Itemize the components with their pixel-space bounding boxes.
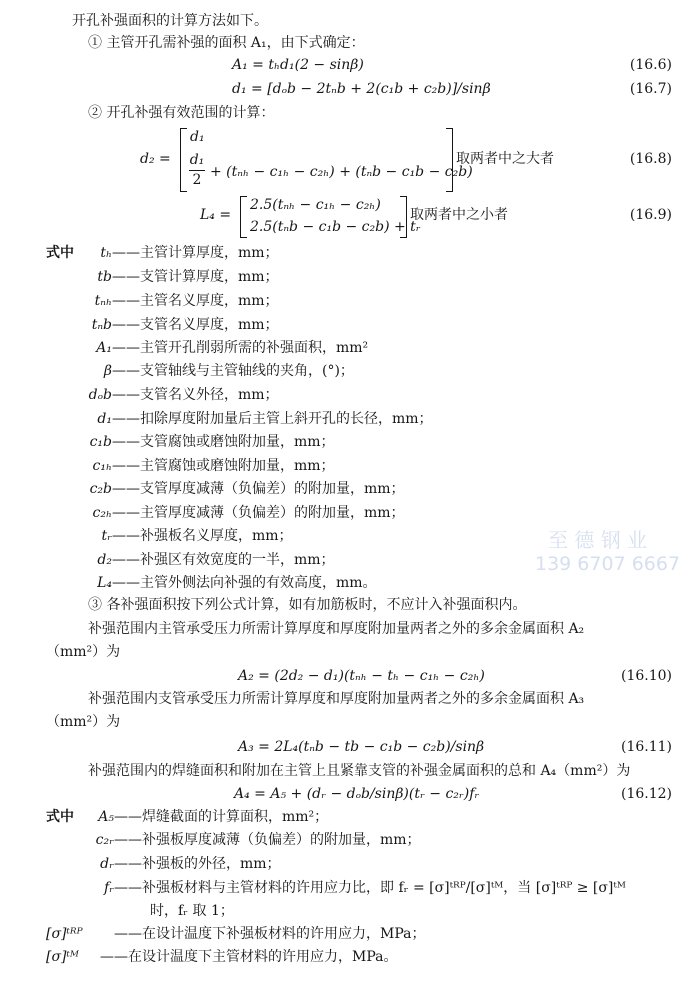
equation-16-8-number: (16.8)	[629, 151, 672, 167]
definition-text: ——支管轴线与主管轴线的夹角，(°)；	[112, 363, 354, 379]
paragraph-a2-line1: 补强范围内主管承受压力所需计算厚度和厚度附加量两者之外的多余金属面积 A₂	[88, 621, 585, 637]
definition-item	[80, 386, 279, 404]
definition-item	[80, 244, 279, 262]
where-label: 式中	[46, 245, 74, 261]
definition-symbol: [σ]ᵗᴿᴾ	[46, 926, 83, 942]
definition-symbol: L₄	[97, 575, 112, 591]
definition-symbol: dᵣ	[100, 856, 114, 872]
definition-text: ——支管计算厚度，mm；	[112, 269, 279, 285]
fr-continuation: 时，fᵣ 取 1；	[150, 903, 234, 919]
equation-16-9-number: (16.9)	[629, 207, 672, 223]
definition-item	[80, 362, 354, 380]
definition-item	[80, 457, 335, 475]
equation-16-7: d₁ = [dₒb − 2tₙb + 2(c₁b + c₂b)]/sinβ	[232, 81, 491, 97]
definition-text: ——补强区有效宽度的一半，mm；	[112, 552, 335, 568]
definition-symbol: c₁ₕ	[92, 458, 112, 474]
paragraph-a3-line2: （mm²）为	[46, 714, 121, 730]
paragraph-a2-line2: （mm²）为	[46, 644, 121, 660]
where-label-2: 式中	[46, 809, 74, 825]
definition-symbol: tᵣ	[101, 528, 112, 544]
equation-16-8-lhs: d₂ =	[140, 151, 171, 167]
equation-16-11: A₃ = 2L₄(tₙb − tb − c₁b − c₂b)/sinβ	[238, 739, 485, 755]
equation-16-9-left-brace	[240, 196, 247, 238]
definition-text: ——主管厚度减薄（负偏差）的附加量，mm；	[112, 505, 405, 521]
definition-symbol: c₂ᵣ	[95, 832, 114, 848]
definition-text: ——主管外侧法向补强的有效高度，mm。	[112, 575, 377, 591]
watermark-phone: 139 6707 6667	[535, 553, 681, 575]
equation-16-7-number: (16.7)	[629, 81, 672, 97]
paragraph-a4-line1: 补强范围内的焊缝面积和附加在主管上且紧靠支管的补强金属面积的总和 A₄（mm²）为	[88, 763, 631, 779]
equation-16-8-right-brace	[446, 128, 453, 192]
definition-rp	[46, 925, 425, 943]
definition-text: ——主管计算厚度，mm；	[112, 245, 279, 261]
definition-symbol: d₂	[97, 552, 112, 568]
definition-text: ——补强板材料与主管材料的许用应力比，即 fᵣ = [σ]ᵗᴿᴾ/[σ]ᵗᴹ，当 [σ]ᵗᴿᴾ ≥ [σ]ᵗᴹ	[114, 880, 626, 896]
equation-16-9-top: 2.5(tₙₕ − c₁ₕ − c₂ₕ)	[250, 197, 381, 213]
definition-text: ——焊缝截面的计算面积，mm²；	[114, 809, 329, 825]
definition-item	[80, 527, 293, 545]
definition-item	[80, 433, 335, 451]
definition-item	[80, 268, 279, 286]
definition-item	[80, 574, 377, 592]
equation-16-8-note: 取两者中之大者	[456, 151, 554, 167]
equation-16-6: A₁ = tₕd₁(2 − sinβ)	[232, 57, 364, 73]
paragraph-a3-line1: 补强范围内支管承受压力所需计算厚度和厚度附加量两者之外的多余金属面积 A₃	[88, 691, 585, 707]
definition-text: ——主管开孔削弱所需的补强面积，mm²	[112, 340, 369, 356]
definition-text: ——支管名义外径，mm；	[112, 387, 279, 403]
equation-16-8-fraction-numerator: d₁	[189, 152, 205, 168]
definition-text: ——补强板名义厚度，mm；	[112, 528, 293, 544]
definition-symbol: c₂b	[89, 481, 112, 497]
definition-symbol: dₒb	[88, 387, 112, 403]
definition-text: ——扣除厚度附加量后主管上斜开孔的长径，mm；	[112, 411, 433, 427]
definition-text: ——补强板厚度减薄（负偏差）的附加量，mm；	[114, 832, 421, 848]
equation-16-9-bottom: 2.5(tₙb − c₁b − c₂b) + tᵣ	[250, 219, 421, 235]
definition-item	[80, 551, 335, 569]
definition-symbol: tₙₕ	[94, 293, 112, 309]
definition-m	[46, 948, 397, 966]
definition-symbol: fᵣ	[103, 880, 114, 896]
definition-item	[80, 504, 405, 522]
definition-text: ——主管名义厚度，mm；	[112, 293, 279, 309]
definition-item	[80, 316, 279, 334]
definition-text: ——在设计温度下补强板材料的许用应力，MPa；	[114, 926, 426, 942]
definition-symbol: d₁	[97, 411, 112, 427]
equation-16-9-right-brace	[400, 196, 407, 238]
definition-text: ——在设计温度下主管材料的许用应力，MPa。	[100, 949, 398, 965]
definition-text: ——补强板的外径，mm；	[114, 856, 281, 872]
equation-16-8-fraction-denominator: 2	[192, 172, 202, 188]
equation-16-10-number: (16.10)	[620, 668, 672, 684]
definition-text: ——支管厚度减薄（负偏差）的附加量，mm；	[112, 481, 405, 497]
definition-text: ——支管腐蚀或磨蚀附加量，mm；	[112, 434, 335, 450]
step1-text: ① 主管开孔需补强的面积 A₁，由下式确定：	[88, 35, 365, 51]
definition-symbol: A₅	[98, 809, 114, 825]
definition-item	[80, 855, 281, 873]
equation-16-8-bottom: + (tₙₕ − c₁ₕ − c₂ₕ) + (tₙb − c₁b − c₂b)	[210, 164, 473, 180]
definition-symbol: β	[103, 363, 112, 379]
equation-16-8-fraction-bar	[189, 170, 205, 171]
definition-symbol: c₂ₕ	[92, 505, 112, 521]
definition-item	[80, 808, 328, 826]
step2-text: ② 开孔补强有效范围的计算：	[88, 105, 275, 121]
definition-symbol: [σ]ᵗᴹ	[46, 949, 79, 965]
equation-16-11-number: (16.11)	[620, 739, 672, 755]
equation-16-12-number: (16.12)	[620, 786, 672, 802]
definition-item	[80, 292, 279, 310]
definition-symbol: tₕ	[100, 245, 112, 261]
equation-16-9-lhs: L₄ =	[200, 207, 232, 223]
equation-16-6-number: (16.6)	[629, 57, 672, 73]
definition-text: ——支管名义厚度，mm；	[112, 317, 279, 333]
definition-text: ——主管腐蚀或磨蚀附加量，mm；	[112, 458, 335, 474]
intro-text: 开孔补强面积的计算方法如下。	[72, 13, 268, 29]
equation-16-9-note: 取两者中之小者	[410, 207, 508, 223]
definition-item	[80, 480, 405, 498]
step3-text: ③ 各补强面积按下列公式计算，如有加筋板时，不应计入补强面积内。	[88, 597, 527, 613]
definition-item	[80, 339, 368, 357]
watermark-company: 至 德 钢 业	[548, 528, 648, 552]
definition-item	[80, 410, 433, 428]
definition-symbol: tb	[97, 269, 112, 285]
definition-symbol: c₁b	[89, 434, 112, 450]
equation-16-8-top: d₁	[190, 129, 205, 145]
definition-symbol: tₙb	[91, 317, 112, 333]
definition-item	[80, 831, 421, 849]
equation-16-10: A₂ = (2d₂ − d₁)(tₙₕ − tₕ − c₁ₕ − c₂ₕ)	[238, 668, 485, 684]
equation-16-8-left-brace	[180, 128, 187, 192]
definition-item	[80, 879, 626, 897]
definition-symbol: A₁	[96, 340, 112, 356]
equation-16-12: A₄ = A₅ + (dᵣ − dₒb/sinβ)(tᵣ − c₂ᵣ)fᵣ	[234, 786, 480, 802]
